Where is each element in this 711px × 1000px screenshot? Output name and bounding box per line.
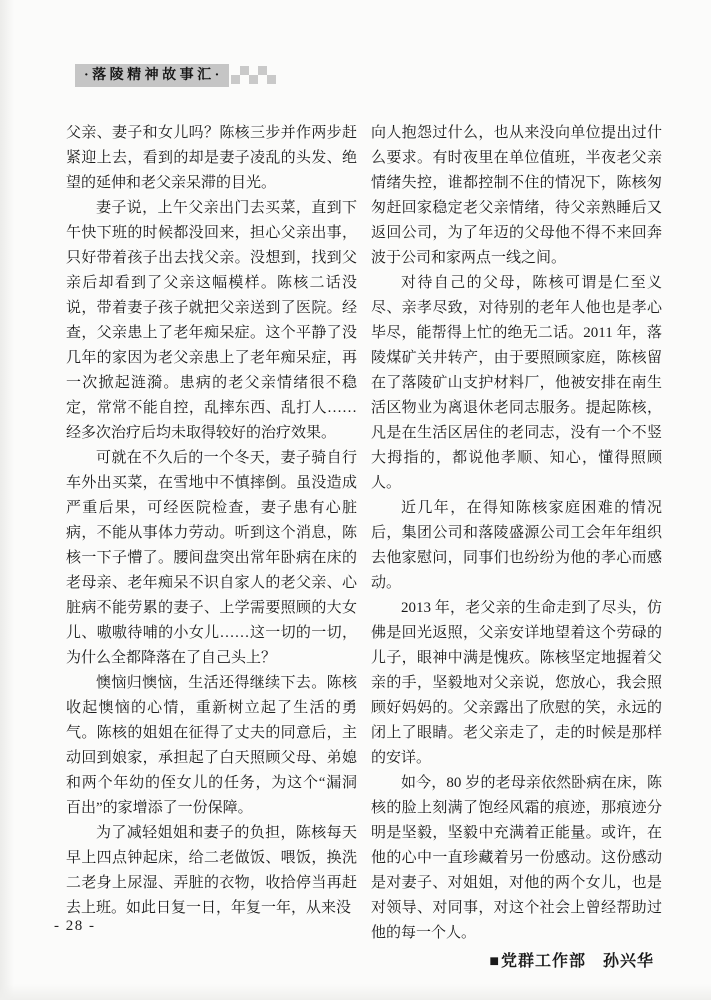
section-header-title: ·落陵精神故事汇· bbox=[75, 64, 229, 87]
byline-text: 党群工作部 孙兴华 bbox=[500, 953, 654, 970]
byline bbox=[371, 949, 662, 974]
paragraph: 可就在不久后的一个冬天，妻子骑自行车外出买菜，在雪地中不慎摔倒。虽没造成严重后果，可经医院检查，妻子患有心脏病，不能从事体力劳动。听到这个消息，陈核一下子懵了。腰间盘突出常年卧病在床的老母亲、老年痴呆不识自家人的老父亲、心脏病不能劳累的妻子、上学需要照顾的大女儿、嗷嗷待哺的小女儿……这一切的一切，为什么全都降落在了自己头上？ bbox=[66, 450, 357, 666]
paragraph: 妻子说，上午父亲出门去买菜，直到下午快下班的时候都没回来，担心父亲出事，只好带着孩子出去找父亲。没想到，找到父亲后却看到了父亲这幅模样。陈核二话没说，带着妻子孩子就把父亲送到了医院。经查，父亲患上了老年痴呆症。这个平静了没几年的家因为老父亲患上了老年痴呆症，再一次掀起涟漪。患病的老父亲情绪很不稳定，常常不能自控，乱摔东西、乱打人……经多次治疗后均未取得较好的治疗效果。 bbox=[66, 200, 357, 441]
section-header bbox=[75, 64, 276, 87]
paragraph: 为了减轻姐姐和妻子的负担，陈核每天早上四点钟起床，给二老做饭、喂饭，换洗二老身上尿湿、弄脏的衣物，收拾停当再赶去上班。如此日复一日，年复一年，从来没 bbox=[66, 825, 357, 916]
paragraph: 向人抱怨过什么，也从来没向单位提出过什么要求。有时夜里在单位值班，半夜老父亲情绪失控，谁都控制不住的情况下，陈核匆匆赶回家稳定老父亲情绪，待父亲熟睡后又返回公司，为了年迈的父母他不得不来回奔波于公司和家两点一线之间。 bbox=[371, 125, 662, 266]
paragraph: 2013 年，老父亲的生命走到了尽头，仿佛是回光返照，父亲安详地望着这个劳碌的儿子，眼神中满是愧疚。陈核坚定地握着父亲的手，坚毅地对父亲说，您放心，我会照顾好妈妈的。父亲露出了欣慰的笑，永远的闭上了眼睛。老父亲走了，走的时候是那样的安详。 bbox=[371, 600, 662, 766]
paragraph: 父亲、妻子和女儿吗？陈核三步并作两步赶紧迎上去，看到的却是妻子凌乱的头发、绝望的延伸和老父亲呆滞的目光。 bbox=[66, 125, 357, 191]
paragraph: 近几年，在得知陈核家庭困难的情况后，集团公司和落陵盛源公司工会年年组织去他家慰问，同事们也纷纷为他的孝心而感动。 bbox=[371, 500, 662, 591]
page-number: - 28 - bbox=[54, 918, 96, 934]
checkerboard-icon bbox=[231, 66, 276, 84]
text-column-left bbox=[66, 121, 357, 921]
paragraph: 对待自己的父母，陈核可谓是仁至义尽、亲孝尽致，对待别的老年人他也是孝心毕尽，能帮得上忙的绝无二话。2011 年，落陵煤矿关井转产，由于要照顾家庭，陈核留在了落陵矿山支护材料厂，他被安排在南生活区物业为离退休老同志服务。提起陈核，凡是在生活区居住的老同志，没有一个不竖大拇指的，都说他孝顺、知心，懂得照顾人。 bbox=[371, 275, 662, 491]
text-column-right bbox=[371, 121, 662, 974]
paragraph: 懊恼归懊恼，生活还得继续下去。陈核收起懊恼的心情，重新树立起了生活的勇气。陈核的姐姐在征得了丈夫的同意后，主动回到娘家，承担起了白天照顾父母、弟媳和两个年幼的侄女儿的任务，为这个“漏洞百出”的家增添了一份保障。 bbox=[66, 675, 357, 816]
black-square-icon: ■ bbox=[489, 953, 500, 970]
paragraph: 如今，80 岁的老母亲依然卧病在床，陈核的脸上刻满了饱经风霜的痕迹，那痕迹分明是坚毅，坚毅中充满着正能量。或许，在他的心中一直珍藏着另一份感动。这份感动是对妻子、对姐姐，对他的两个女儿，也是对领导、对同事，对这个社会上曾经帮助过他的每一个人。 bbox=[371, 775, 662, 941]
